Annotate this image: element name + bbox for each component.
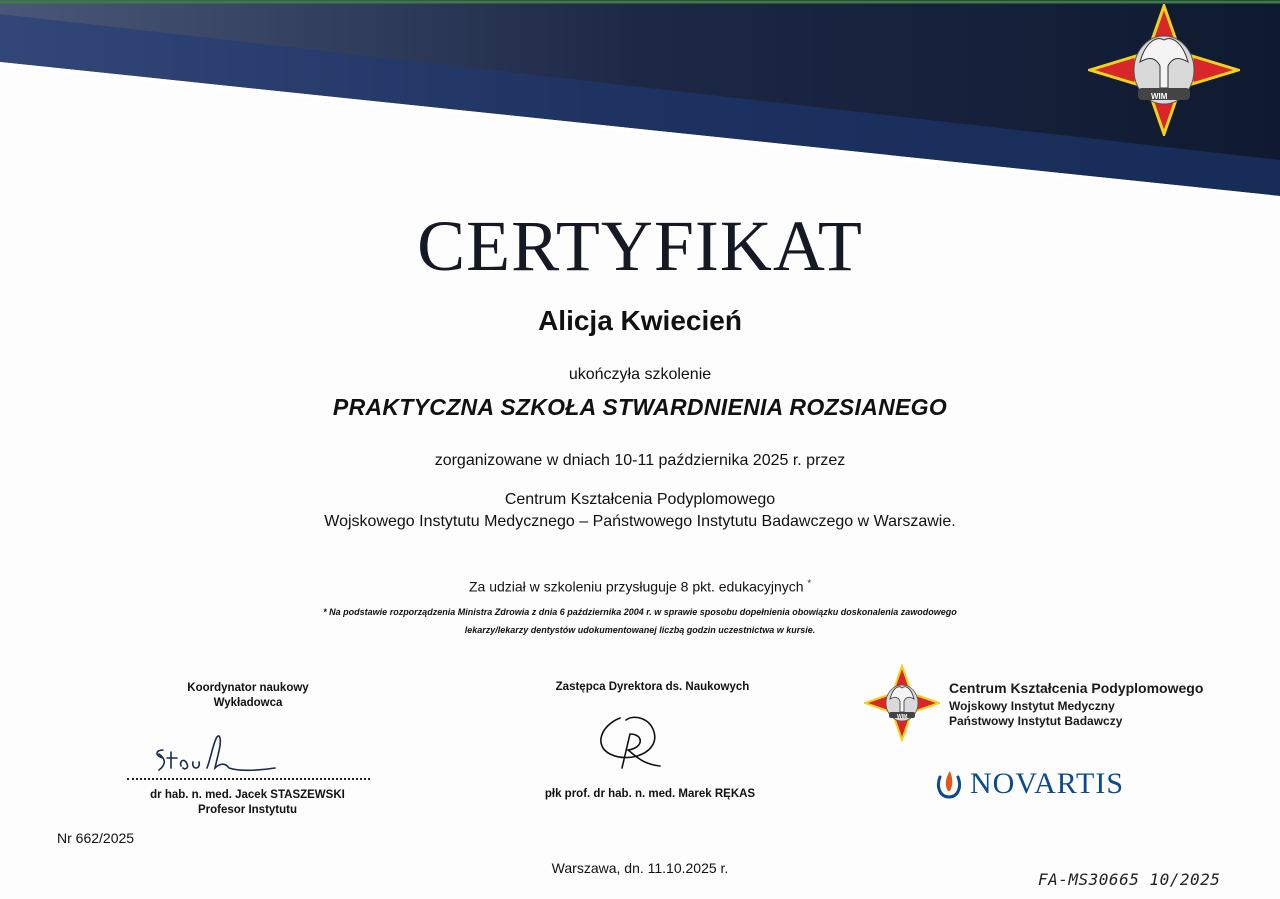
organizer-line2: Wojskowego Instytutu Medycznego – Państwowego Instytutu Badawczego w Warszawie. xyxy=(324,513,956,530)
points-text xyxy=(0,578,1280,595)
certificate-number: Nr 662/2025 xyxy=(57,830,135,846)
place-and-date: Warszawa, dn. 11.10.2025 r. xyxy=(551,860,729,876)
recipient-name: Alicja Kwiecień xyxy=(538,305,742,336)
ckp-text-block xyxy=(949,680,1203,728)
ckp-emblem-label: WIM xyxy=(897,714,908,720)
ckp-cross-emblem-icon xyxy=(864,664,940,742)
left-role1: Koordynator naukowy xyxy=(187,682,309,694)
ckp-line2: Wojskowy Instytut Medyczny xyxy=(949,699,1115,713)
middle-signature xyxy=(590,706,680,776)
wim-cross-emblem-icon xyxy=(1088,4,1240,136)
handwritten-code: FA-MS30665 10/2025 xyxy=(1038,870,1221,889)
left-signatory-role xyxy=(148,681,348,711)
wim-emblem-label: WIM xyxy=(1151,92,1168,101)
left-title: Profesor Instytutu xyxy=(197,804,298,816)
middle-signatory-role: Zastępca Dyrektora ds. Naukowych xyxy=(555,681,750,693)
points-sentence: Za udział w szkoleniu przysługuje 8 pkt. edukacyjnych xyxy=(468,578,808,595)
course-name: PRAKTYCZNA SZKOŁA STWARDNIENIA ROZSIANEGO xyxy=(332,394,948,420)
novartis-flame-icon xyxy=(934,767,964,801)
organizer-line1: Centrum Kształcenia Podyplomowego xyxy=(504,491,776,508)
certificate-title: CERTYFIKAT xyxy=(417,206,863,286)
points-asterisk: * xyxy=(807,578,812,588)
ckp-line3: Państwowy Instytut Badawczy xyxy=(949,714,1123,728)
middle-signatory-name: płk prof. dr hab. n. med. Marek RĘKAS xyxy=(544,788,756,800)
signature-dotted-line xyxy=(127,778,370,780)
novartis-logo xyxy=(934,764,1124,804)
novartis-wordmark: NOVARTIS xyxy=(970,767,1125,800)
left-name: dr hab. n. med. Jacek STASZEWSKI xyxy=(150,789,345,801)
completed-text: ukończyła szkolenie xyxy=(568,366,712,383)
ckp-line1: Centrum Kształcenia Podyplomowego xyxy=(949,680,1204,696)
dates-text: zorganizowane w dniach 10-11 października 2025 r. przez xyxy=(434,452,846,469)
footnote-line2: lekarzy/lekarzy dentystów udokumentowanej liczbą godzin uczestnictwa w kursie. xyxy=(464,625,816,635)
left-signatory-name xyxy=(110,788,385,818)
footnote-line1: * Na podstawie rozporządzenia Ministra Zdrowia z dnia 6 października 2004 r. w sprawie sposobu dopełnienia obowiązku doskonalenia zawodowego xyxy=(323,607,957,617)
footnote xyxy=(0,603,1280,639)
left-role2: Wykładowca xyxy=(213,697,283,709)
